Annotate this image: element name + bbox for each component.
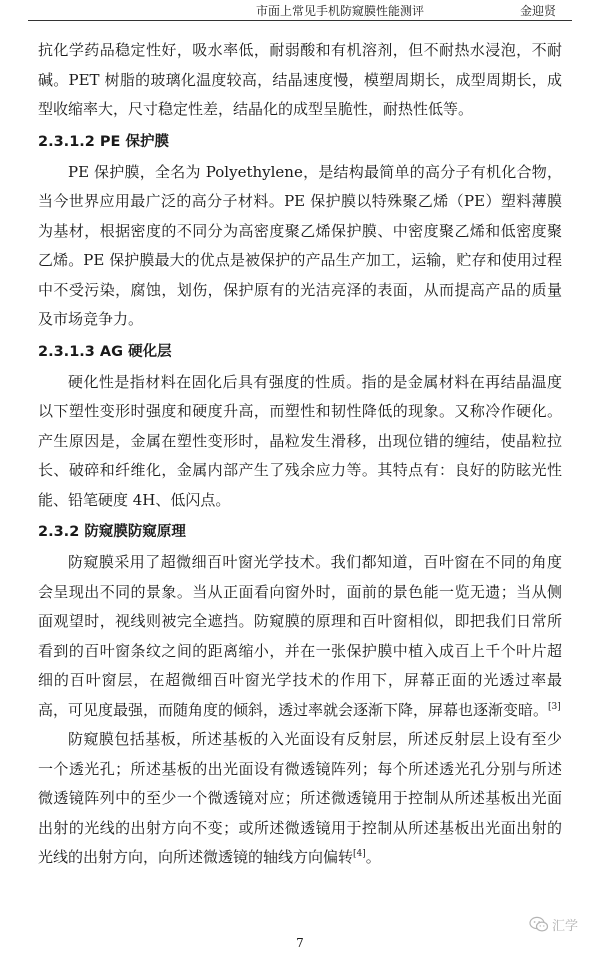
- header-title: 市面上常见手机防窥膜性能测评: [256, 4, 425, 18]
- paragraph-structure-end: 。: [365, 848, 381, 866]
- watermark-text: 汇学: [551, 919, 578, 934]
- paragraph-principle-text: 防窥膜采用了超微细百叶窗光学技术。我们都知道，百叶窗在不同的角度会呈现出不同的景象。当从正面看向窗外时，面前的景色能一览无遗；当从侧面观望时，视线则被完全遮挡。防窥膜的原理和百叶窗相似，即把我们日常所看到的百叶窗条纹之间的距离缩小，并在一张保护膜中植入成百上千个叶片超细的百叶窗层，在超微细百叶窗光学技术的作用下，屏幕正面的光透过率最高，可见度最强，而随角度的倾斜，透过率就会逐渐下降，屏幕也逐渐变暗。: [38, 553, 562, 719]
- paragraph-structure-text: 防窥膜包括基板，所述基板的入光面设有反射层，所述反射层上设有至少一个透光孔；所述基板的出光面设有微透镜阵列；每个所述透光孔分别与所述微透镜阵列中的至少一个微透镜对应；所述微透镜用于控制从所述基板出光面出射的光线的出射方向不变；或所述微透镜用于控制从所述基板出光面出射的光线的出射方向，向所述微透镜的轴线方向偏转: [38, 730, 562, 866]
- citation-3: [3]: [548, 701, 561, 712]
- paragraph-principle: [38, 548, 562, 725]
- paragraph-pe: PE 保护膜，全名为 Polyethylene，是结构最简单的高分子有机化合物，当今世界应用最广泛的高分子材料。PE 保护膜以特殊聚乙烯（PE）塑料薄膜为基材，根据密度的不同分为高密度聚乙烯保护膜、中密度聚乙烯和低密度聚乙烯。PE 保护膜最大的优点是被保护的产品生产加工，运输，贮存和使用过程中不受污染，腐蚀，划伤，保护原有的光洁亮泽的表面，从而提高产品的质量及市场竞争力。: [38, 162, 562, 328]
- header-author: 金迎贤: [519, 4, 556, 18]
- page-header: [28, 0, 572, 21]
- paragraph-pet-properties: 抗化学药品稳定性好，吸水率低，耐弱酸和有机溶剂，但不耐热水浸泡，不耐碱。PET 树脂的玻璃化温度较高，结晶速度慢，模塑周期长，成型周期长，成型收缩率大，尺寸稳定性差，结晶化的成型呈脆性，耐热性低等。: [38, 41, 562, 118]
- paragraph-ag: 硬化性是指材料在固化后具有强度的性质。指的是金属材料在再结晶温度以下塑性变形时强度和硬度升高，而塑性和韧性降低的现象。又称冷作硬化。产生原因是，金属在塑性变形时，晶粒发生滑移，出现位错的缠结，使晶粒拉长、破碎和纤维化，金属内部产生了残余应力等。其特点有：良好的防眩光性能、铅笔硬度 4H、低闪点。: [38, 372, 562, 509]
- watermark: [529, 915, 578, 934]
- section-heading-pe: 2.3.1.2 PE 保护膜: [38, 133, 170, 150]
- page-body: [38, 36, 562, 873]
- section-heading-ag: 2.3.1.3 AG 硬化层: [38, 343, 172, 360]
- page-number: 7: [296, 936, 304, 950]
- paragraph-structure: [38, 725, 562, 873]
- citation-4: [4]: [353, 849, 366, 859]
- section-heading-principle: 2.3.2 防窥膜防窥原理: [38, 524, 186, 540]
- wechat-icon: [529, 916, 549, 933]
